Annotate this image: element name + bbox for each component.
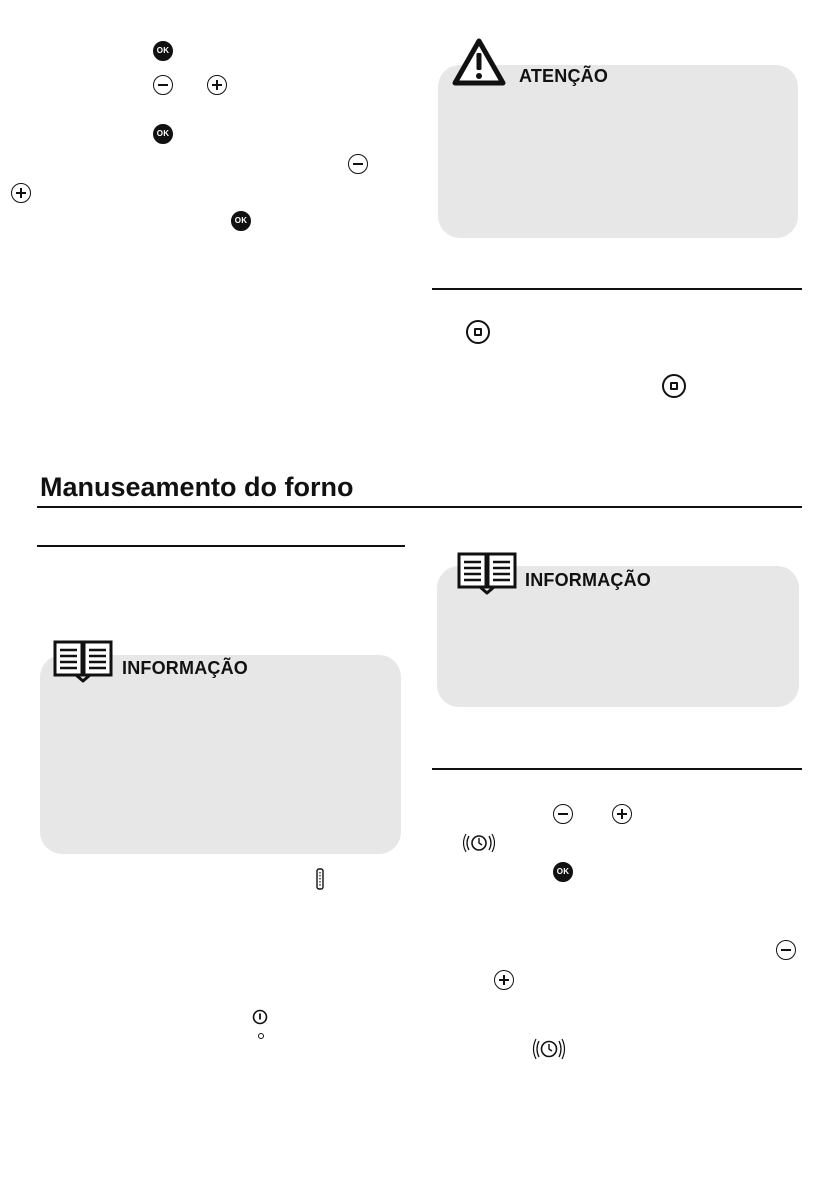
minus-button-icon (153, 75, 173, 95)
plus-button-icon (494, 970, 514, 990)
section-title-underline (37, 506, 802, 508)
section-title: Manuseamento do forno (40, 472, 354, 502)
plus-button-icon (207, 75, 227, 95)
minus-button-icon (776, 940, 796, 960)
minus-button-icon (553, 804, 573, 824)
divider (432, 288, 802, 290)
plus-button-icon (612, 804, 632, 824)
warning-triangle-icon (452, 38, 506, 86)
thermometer-icon (314, 868, 326, 890)
ok-button-icon: OK (553, 862, 573, 882)
power-icon (252, 1009, 268, 1025)
plus-button-icon (11, 183, 31, 203)
book-icon (456, 551, 518, 595)
timer-icon (532, 1036, 566, 1062)
book-icon (52, 639, 114, 683)
degree-mark (258, 1033, 264, 1039)
divider (37, 545, 405, 547)
stop-button-icon (662, 374, 686, 398)
divider (432, 768, 802, 770)
attention-title: ATENÇÃO (519, 66, 609, 86)
stop-button-icon (466, 320, 490, 344)
ok-button-icon: OK (231, 211, 251, 231)
timer-icon (463, 831, 495, 855)
info-title-right: INFORMAÇÃO (525, 570, 651, 590)
attention-panel (438, 65, 798, 238)
ok-button-icon: OK (153, 41, 173, 61)
ok-button-icon: OK (153, 124, 173, 144)
info-title-left: INFORMAÇÃO (122, 658, 248, 678)
info-panel-left (40, 655, 401, 854)
minus-button-icon (348, 154, 368, 174)
